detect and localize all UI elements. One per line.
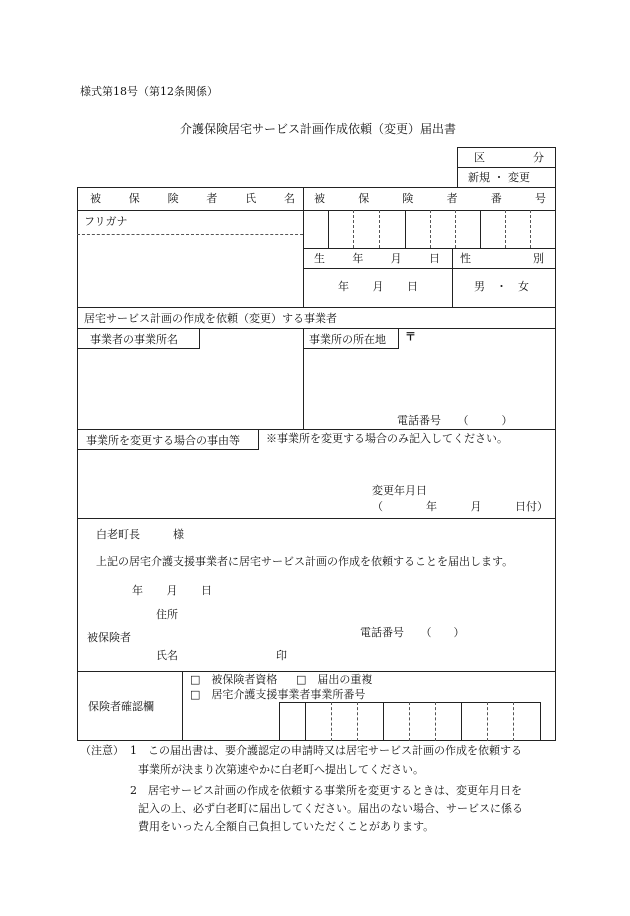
office-address-label: 事業所の所在地 bbox=[309, 333, 386, 346]
declaration-phone[interactable]: 電話番号 （ ） bbox=[360, 626, 465, 639]
furigana-label: フリガナ bbox=[84, 215, 128, 228]
digit-divider bbox=[513, 702, 514, 741]
row-line bbox=[77, 307, 556, 308]
sex-options[interactable]: 男 ・ 女 bbox=[474, 280, 529, 293]
insured-name-header: 被 保 険 者 氏 名 bbox=[90, 192, 295, 205]
office-name-input[interactable] bbox=[78, 350, 302, 428]
digit-divider bbox=[409, 702, 410, 741]
birthdate-header: 生 年 月 日 bbox=[314, 252, 440, 265]
row-line bbox=[303, 268, 556, 269]
birthdate-field[interactable]: 年 月 日 bbox=[338, 280, 418, 293]
kubun-options[interactable]: 新規 ・ 変更 bbox=[468, 171, 530, 184]
change-reason-input[interactable] bbox=[78, 451, 364, 517]
postal-mark: 〒 bbox=[405, 330, 416, 343]
note-1-number: 1 bbox=[130, 744, 137, 757]
office-address-input[interactable] bbox=[304, 350, 555, 412]
digit-divider bbox=[383, 702, 384, 741]
kubun-divider bbox=[457, 167, 556, 168]
form-title: 介護保険居宅サービス計画作成依頼（変更）届出書 bbox=[180, 122, 457, 136]
digit-divider bbox=[405, 210, 406, 248]
check-insured-qualification[interactable]: □ 被保険者資格 bbox=[190, 673, 278, 686]
change-date-label: 変更年月日 bbox=[372, 484, 427, 497]
notes-prefix: （注意） bbox=[80, 744, 124, 757]
digit-divider bbox=[505, 210, 506, 248]
declaration-address-label: 住所 bbox=[156, 608, 178, 621]
change-note: ※事業所を変更する場合のみ記入してください。 bbox=[266, 432, 508, 445]
digit-divider bbox=[435, 702, 436, 741]
change-date-open: （ bbox=[372, 500, 383, 513]
declaration-insured-label: 被保険者 bbox=[87, 631, 131, 644]
digit-divider bbox=[480, 210, 481, 248]
digit-divider bbox=[430, 210, 431, 248]
row-line bbox=[77, 518, 556, 519]
declaration-statement: 上記の居宅介護支援事業者に居宅サービス計画の作成を依頼することを届出します。 bbox=[96, 555, 514, 568]
digit-divider bbox=[379, 210, 380, 248]
digit-divider bbox=[353, 210, 354, 248]
change-date-field[interactable]: 年 月 日付） bbox=[426, 500, 548, 513]
furigana-dashed-line bbox=[77, 234, 303, 235]
digit-divider bbox=[305, 702, 306, 741]
check-duplicate-filing[interactable]: □ 届出の重複 bbox=[296, 673, 373, 686]
insured-number-header: 被 保 険 者 番 号 bbox=[314, 192, 546, 205]
note-2-line-2: 記入の上、必ず白老町に届出してください。届出のない場合、サービスに係る bbox=[138, 802, 523, 815]
office-phone[interactable]: 電話番号 （ ） bbox=[397, 414, 513, 427]
name-input-area[interactable] bbox=[78, 236, 302, 306]
check-office-number[interactable]: □ 居宅介護支援事業者事業所番号 bbox=[190, 688, 366, 701]
declaration-name-label: 氏名 bbox=[156, 649, 178, 662]
col-line bbox=[452, 248, 453, 307]
office-name-label: 事業者の事業所名 bbox=[90, 333, 178, 346]
addressee: 白老町長 様 bbox=[96, 528, 184, 541]
form-number: 様式第18号（第12条関係） bbox=[80, 85, 218, 98]
sex-header: 性 別 bbox=[460, 252, 544, 265]
digit-divider bbox=[455, 210, 456, 248]
row-line bbox=[303, 248, 556, 249]
note-2-line-3: 費用をいったん全額自己負担していただくことがあります。 bbox=[138, 820, 435, 833]
note-1-line-2: 事業所が決まり次第速やかに白老町へ提出してください。 bbox=[138, 763, 424, 776]
col-line bbox=[182, 671, 183, 741]
digit-divider bbox=[328, 210, 329, 248]
declaration-date[interactable]: 年 月 日 bbox=[132, 584, 212, 597]
seal-mark: 印 bbox=[276, 649, 287, 662]
digit-divider bbox=[331, 702, 332, 741]
digit-divider bbox=[530, 210, 531, 248]
digit-divider bbox=[487, 702, 488, 741]
digit-divider bbox=[357, 702, 358, 741]
change-reason-label: 事業所を変更する場合の事由等 bbox=[86, 434, 240, 447]
kubun-label: 区 分 bbox=[474, 151, 544, 164]
note-1-line-1: この届出書は、要介護認定の申請時又は居宅サービス計画の作成を依頼する bbox=[148, 744, 522, 757]
note-2-line-1: 居宅サービス計画の作成を依頼する事業所を変更するときは、変更年月日を bbox=[148, 784, 522, 797]
office-section-title: 居宅サービス計画の作成を依頼（変更）する事業者 bbox=[84, 312, 337, 325]
note-2-number: 2 bbox=[130, 784, 137, 797]
digit-divider bbox=[461, 702, 462, 741]
confirmation-label: 保険者確認欄 bbox=[88, 700, 154, 713]
office-number-cells[interactable] bbox=[279, 702, 541, 741]
